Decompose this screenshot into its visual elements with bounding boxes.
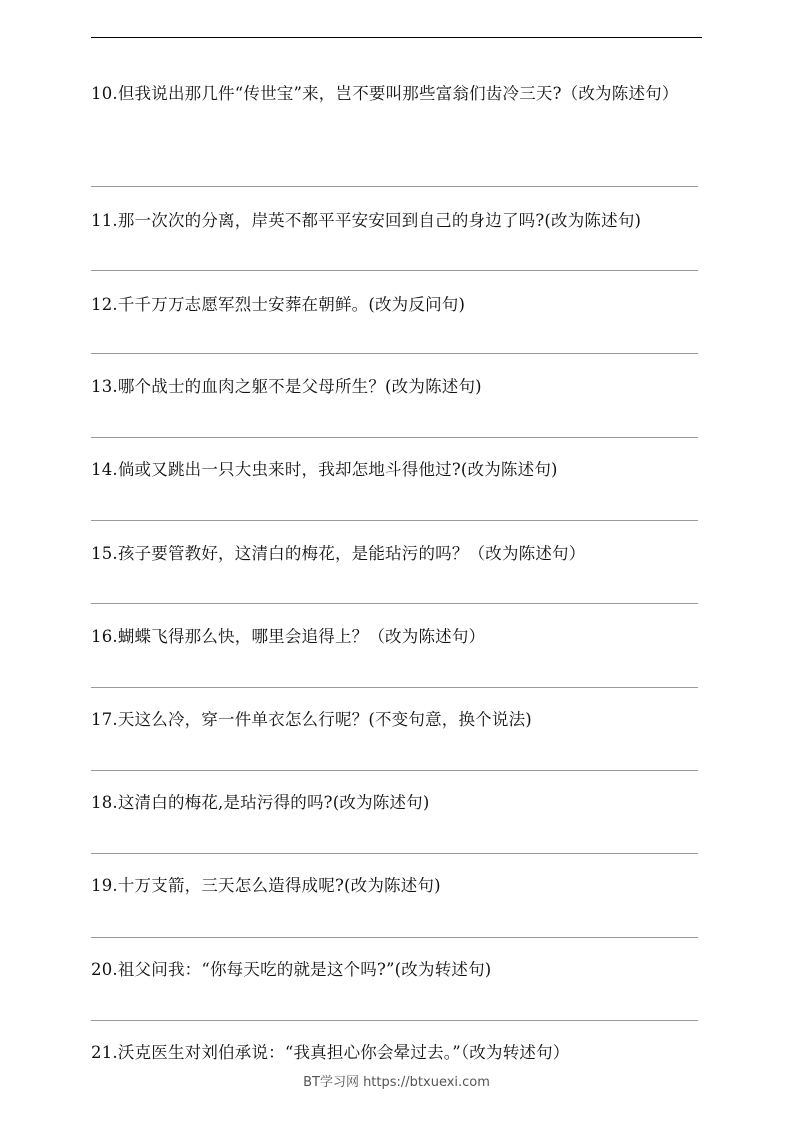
answer-line [91,687,698,688]
question-20: 20.祖父问我：“你每天吃的就是这个吗?”(改为转述句) [91,960,492,979]
answer-line [91,853,698,854]
question-18: 18.这清白的梅花,是玷污得的吗?(改为陈述句) [91,793,430,812]
top-rule [91,37,702,38]
question-14: 14.倘或又跳出一只大虫来时，我却怎地斗得他过?(改为陈述句) [91,460,558,479]
footer-watermark: BT学习网 https://btxuexi.com [303,1075,490,1090]
question-11: 11.那一次次的分离，岸英不都平平安安回到自己的身边了吗?(改为陈述句) [91,211,642,230]
question-10: 10.但我说出那几件“传世宝”来，岂不要叫那些富翁们齿冷三天?（改为陈述句） [91,84,679,103]
question-16: 16.蝴蝶飞得那么快，哪里会追得上？（改为陈述句） [91,627,486,646]
question-12: 12.千千万万志愿军烈士安葬在朝鲜。(改为反问句) [91,295,466,314]
question-19: 19.十万支箭，三天怎么造得成呢?(改为陈述句) [91,876,441,895]
answer-line [91,937,698,938]
question-15: 15.孩子要管教好，这清白的梅花，是能玷污的吗？（改为陈述句） [91,544,586,563]
answer-line [91,437,698,438]
answer-line [91,353,698,354]
answer-line [91,1020,698,1021]
answer-line [91,520,698,521]
question-21: 21.沃克医生对刘伯承说：“我真担心你会晕过去。”（改为转述句） [91,1043,570,1062]
answer-line [91,270,698,271]
answer-line [91,770,698,771]
answer-line [91,186,698,187]
question-17: 17.天这么冷，穿一件单衣怎么行呢？(不变句意，换个说法) [91,710,532,729]
answer-line [91,603,698,604]
question-13: 13.哪个战士的血肉之躯不是父母所生？(改为陈述句) [91,377,482,396]
